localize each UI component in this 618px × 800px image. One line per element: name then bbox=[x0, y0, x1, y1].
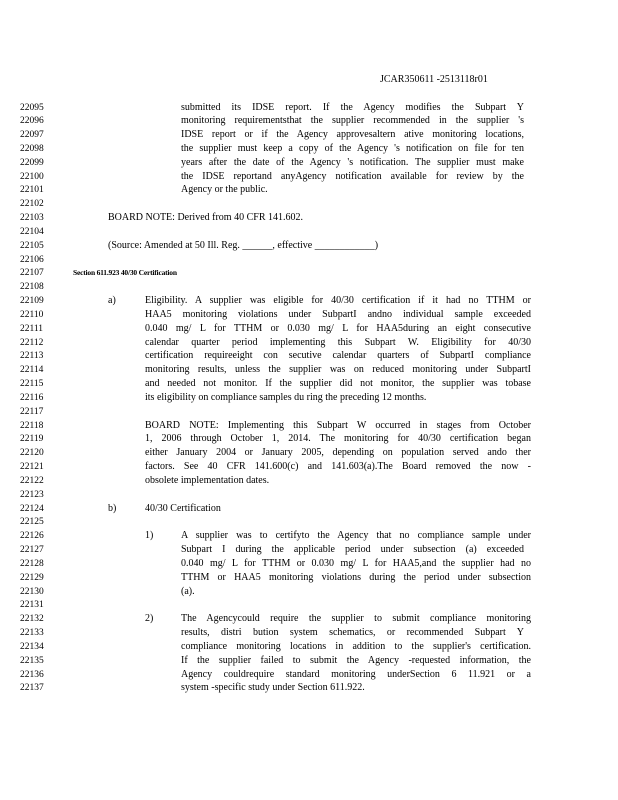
document-line bbox=[0, 503, 618, 517]
document-line bbox=[0, 669, 618, 683]
document-line bbox=[0, 115, 618, 129]
line-number: 22135 bbox=[20, 655, 44, 666]
document-line bbox=[0, 364, 618, 378]
line-number: 22115 bbox=[20, 379, 44, 390]
document-line bbox=[0, 433, 618, 447]
document-line bbox=[0, 240, 618, 254]
line-text: system -specific study under Section 611.922. bbox=[181, 682, 365, 694]
document-line bbox=[0, 226, 618, 240]
document-line bbox=[0, 461, 618, 475]
line-text: the IDSE reportand anyAgency notification available for review by the bbox=[181, 170, 524, 182]
document-line bbox=[0, 530, 618, 544]
line-number: 22124 bbox=[20, 503, 44, 514]
line-text: Section 611.923 40/30 Certification bbox=[73, 268, 177, 278]
line-number: 22130 bbox=[20, 586, 44, 597]
line-number: 22122 bbox=[20, 475, 44, 486]
line-text: TTHM or HAA5 monitoring violations during the period under subsection bbox=[181, 571, 531, 583]
line-text: calendar quarter period implementing this Subpart W. Eligibility for 40/30 bbox=[145, 336, 531, 348]
document-line bbox=[0, 309, 618, 323]
document-line bbox=[0, 558, 618, 572]
document-line bbox=[0, 378, 618, 392]
document-line bbox=[0, 475, 618, 489]
line-number: 22120 bbox=[20, 448, 44, 459]
document-line bbox=[0, 171, 618, 185]
line-text: monitoring results, unless the supplier was on reduced monitoring under SubpartI bbox=[145, 364, 531, 376]
document-line bbox=[0, 447, 618, 461]
line-text: IDSE report or if the Agency approvesaltern ative monitoring locations, bbox=[181, 129, 524, 141]
line-text: 0.040 mg/ L for TTHM or 0.030 mg/ L for HAA5during an eight consecutive bbox=[145, 322, 531, 334]
document-line bbox=[0, 489, 618, 503]
document-line bbox=[0, 129, 618, 143]
line-text: 1, 2006 through October 1, 2014. The monitoring for 40/30 certification began bbox=[145, 433, 531, 445]
document-line bbox=[0, 267, 618, 281]
document-line bbox=[0, 641, 618, 655]
document-line bbox=[0, 682, 618, 696]
line-text: factors. See 40 CFR 141.600(c) and 141.603(a).The Board removed the now - bbox=[145, 461, 531, 473]
line-number: 22137 bbox=[20, 683, 44, 694]
document-line bbox=[0, 184, 618, 198]
document-line bbox=[0, 337, 618, 351]
line-number: 22107 bbox=[20, 268, 44, 279]
line-text: obsolete implementation dates. bbox=[145, 474, 270, 486]
document-line bbox=[0, 350, 618, 364]
line-number: 22105 bbox=[20, 240, 44, 251]
line-text: Subpart I during the applicable period under subsection (a) exceeded bbox=[181, 544, 524, 556]
line-text: submitted its IDSE report. If the Agency modifies the Subpart Y bbox=[181, 101, 524, 113]
line-number: 22111 bbox=[20, 323, 44, 334]
line-text: 2) bbox=[145, 613, 154, 625]
line-text: (a). bbox=[181, 585, 195, 597]
line-text: a) bbox=[108, 295, 116, 307]
line-text-body: Eligibility. A supplier was eligible for 40/30 certification if it had no TTHM or bbox=[145, 295, 531, 307]
line-number: 22123 bbox=[20, 489, 44, 500]
document-line bbox=[0, 586, 618, 600]
line-text: results, distri bution system schematics, or recommended Subpart Y bbox=[181, 627, 524, 639]
document-line bbox=[0, 613, 618, 627]
document-line bbox=[0, 392, 618, 406]
document-line bbox=[0, 295, 618, 309]
document-line bbox=[0, 599, 618, 613]
line-number: 22132 bbox=[20, 614, 44, 625]
document-line bbox=[0, 627, 618, 641]
document-line bbox=[0, 281, 618, 295]
line-text: its eligibility on compliance samples du ring the preceding 12 months. bbox=[145, 391, 427, 403]
document-line bbox=[0, 516, 618, 530]
line-number: 22096 bbox=[20, 116, 44, 127]
document-header-id: JCAR350611 -2513118r01 bbox=[380, 74, 488, 85]
document-line bbox=[0, 655, 618, 669]
line-text: b) bbox=[108, 502, 117, 514]
line-text: either January 2004 or January 2005, depending on population served ando ther bbox=[145, 447, 531, 459]
document-line bbox=[0, 157, 618, 171]
line-text: Agency or the public. bbox=[181, 184, 268, 196]
document-line bbox=[0, 254, 618, 268]
line-number: 22106 bbox=[20, 254, 44, 265]
line-number: 22108 bbox=[20, 282, 44, 293]
line-number: 22129 bbox=[20, 572, 44, 583]
document-line bbox=[0, 323, 618, 337]
document-line bbox=[0, 198, 618, 212]
line-number: 22099 bbox=[20, 157, 44, 168]
line-text: If the supplier failed to submit the Agency -requested information, the bbox=[181, 654, 531, 666]
line-text-body: A supplier was to certifyto the Agency that no compliance sample under bbox=[181, 530, 531, 542]
line-number: 22103 bbox=[20, 213, 44, 224]
line-text: BOARD NOTE: Derived from 40 CFR 141.602. bbox=[108, 212, 303, 224]
line-number: 22114 bbox=[20, 365, 44, 376]
line-number: 22100 bbox=[20, 171, 44, 182]
line-number: 22117 bbox=[20, 406, 44, 417]
line-number: 22119 bbox=[20, 434, 44, 445]
line-number: 22128 bbox=[20, 558, 44, 569]
line-number: 22126 bbox=[20, 531, 44, 542]
line-number: 22113 bbox=[20, 351, 44, 362]
line-number: 22116 bbox=[20, 392, 44, 403]
line-number: 22127 bbox=[20, 545, 44, 556]
line-number: 22133 bbox=[20, 628, 44, 639]
line-number: 22102 bbox=[20, 199, 44, 210]
line-number: 22097 bbox=[20, 130, 44, 141]
document-line bbox=[0, 406, 618, 420]
line-number: 22125 bbox=[20, 517, 44, 528]
document-line bbox=[0, 212, 618, 226]
line-number: 22121 bbox=[20, 462, 44, 473]
document-line bbox=[0, 143, 618, 157]
line-number: 22110 bbox=[20, 309, 44, 320]
document-line bbox=[0, 102, 618, 116]
document-line bbox=[0, 572, 618, 586]
line-number: 22131 bbox=[20, 600, 44, 611]
line-text: Agency couldrequire standard monitoring underSection 6 11.921 or a bbox=[181, 668, 531, 680]
line-number: 22098 bbox=[20, 143, 44, 154]
line-text: (Source: Amended at 50 Ill. Reg. ______, effective ____________) bbox=[108, 239, 379, 251]
line-number: 22109 bbox=[20, 296, 44, 307]
line-text: compliance monitoring locations in addition to the supplier's certification. bbox=[181, 640, 531, 652]
line-text-body: 40/30 Certification bbox=[145, 502, 221, 514]
line-text: BOARD NOTE: Implementing this Subpart W occurred in stages from October bbox=[145, 419, 531, 431]
line-text: the supplier must keep a copy of the Agency 's notification on file for ten bbox=[181, 142, 524, 154]
line-number: 22118 bbox=[20, 420, 44, 431]
line-text: certification requireeight con secutive calendar quarters of SubpartI compliance bbox=[145, 350, 531, 362]
line-number: 22104 bbox=[20, 226, 44, 237]
line-number: 22136 bbox=[20, 669, 44, 680]
line-text: 0.040 mg/ L for TTHM or 0.030 mg/ L for HAA5,and the supplier had no bbox=[181, 557, 531, 569]
document-line bbox=[0, 544, 618, 558]
line-text: 1) bbox=[145, 530, 154, 542]
line-number: 22101 bbox=[20, 185, 44, 196]
line-text-body: The Agencycould require the supplier to submit compliance monitoring bbox=[181, 613, 531, 625]
line-text: and needed not monitor. If the supplier did not monitor, the supplier was tobase bbox=[145, 378, 531, 390]
line-text: years after the date of the Agency 's notification. The supplier must make bbox=[181, 156, 524, 168]
line-number: 22134 bbox=[20, 641, 44, 652]
line-text: monitoring requirementsthat the supplier recommended in the supplier 's bbox=[181, 115, 524, 127]
line-number: 22112 bbox=[20, 337, 44, 348]
line-text: HAA5 monitoring violations under SubpartI andno individual sample exceeded bbox=[145, 308, 531, 320]
document-line bbox=[0, 420, 618, 434]
line-number: 22095 bbox=[20, 102, 44, 113]
